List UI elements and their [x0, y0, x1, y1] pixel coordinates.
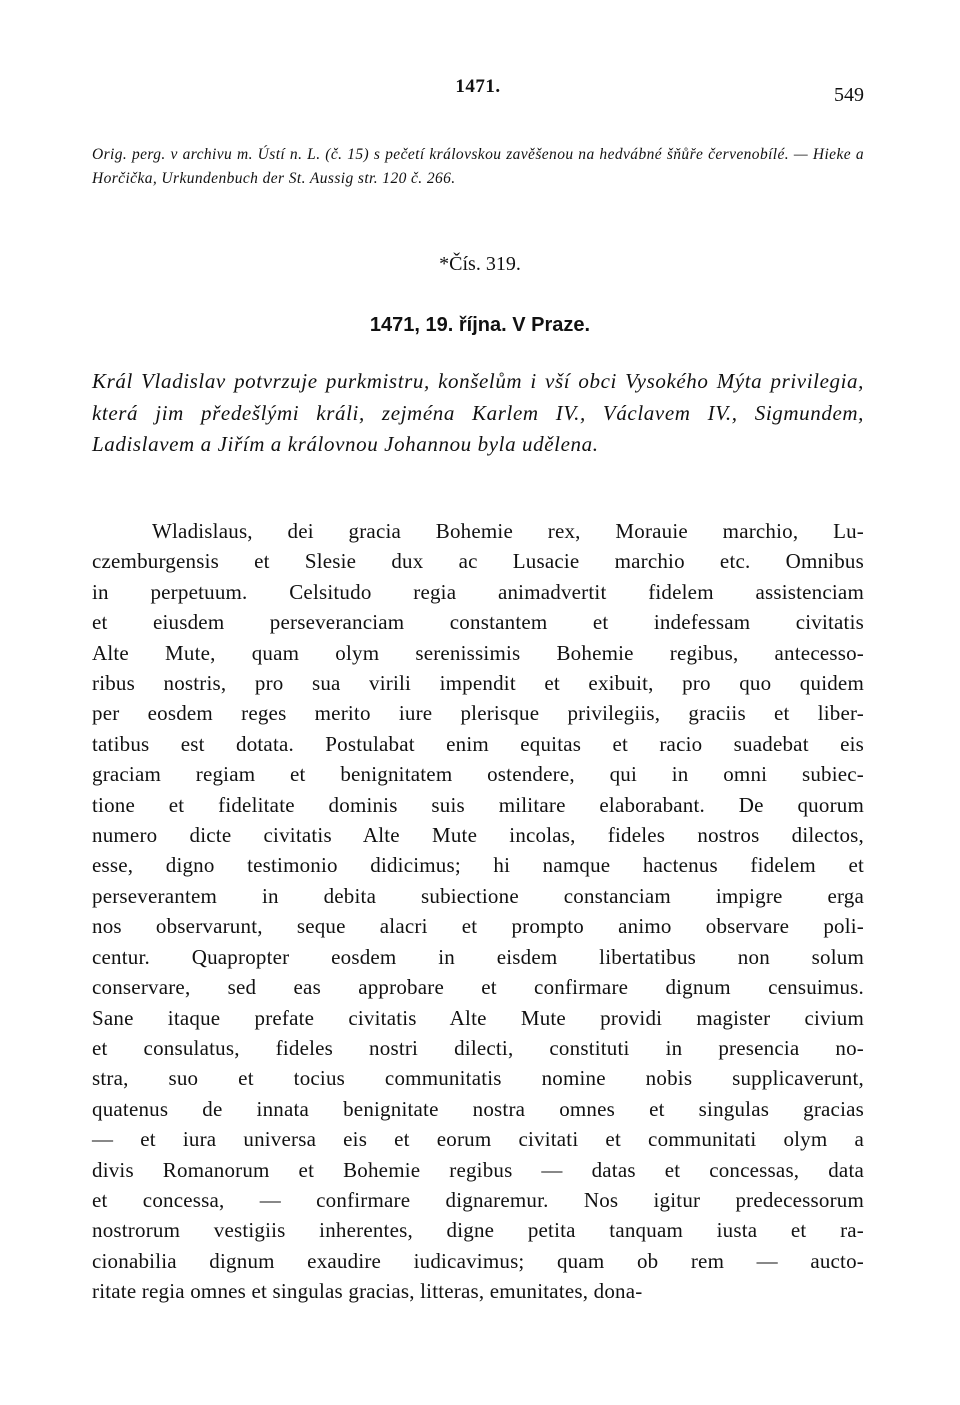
body-line: esse, digno testimonio didicimus; hi namque hactenus fidelem et — [92, 853, 864, 878]
body-line: perseverantem in debita subiectione constanciam impigre erga — [92, 883, 864, 908]
dateline: 1471, 19. října. V Praze. — [369, 314, 591, 336]
body-line: centur. Quapropter eosdem in eisdem libertatibus non solum — [92, 944, 864, 969]
body-line: et consulatus, fideles nostri dilecti, constituti in presencia no- — [92, 1035, 864, 1060]
regest-summary: Král Vladislav potvrzuje purkmistru, konšelům i vší obci Vysokého Mýta privilegia, která jim předešlými králi, zejména Karlem IV., Václavem IV., Sigmundem, Ladislavem a Jiřím a královnou Johannou byla udělena. — [92, 369, 864, 456]
body-line: Wladislaus, dei gracia Bohemie rex, Morauie marchio, Lu- — [152, 519, 864, 543]
body-line: cionabilia dignum exaudire iudicavimus; quam ob rem — aucto- — [92, 1248, 864, 1273]
body-line: conservare, sed eas approbare et confirmare dignum censuimus. — [92, 975, 864, 1000]
body-line: stra, suo et tocius communitatis nomine nobis supplicaverunt, — [92, 1066, 864, 1091]
body-line: divis Romanorum et Bohemie regibus — datas et concessas, data — [92, 1157, 864, 1182]
page-number: 549 — [834, 84, 864, 106]
body-line: nos observarunt, seque alacri et prompto animo observare poli- — [92, 914, 864, 939]
document-number: *Čís. 319. — [439, 253, 521, 275]
body-line: tatibus est dotata. Postulabat enim equitas et racio suadebat eis — [92, 731, 864, 756]
body-line: numero dicte civitatis Alte Mute incolas, fideles nostros dilectos, — [92, 823, 864, 848]
latin-body-text — [92, 516, 864, 1307]
body-line: quatenus de innata benignitate nostra omnes et singulas gracias — [92, 1096, 864, 1121]
body-line: graciam regiam et benignitatem ostendere, qui in omni subiec- — [92, 762, 864, 787]
running-head: 1471. — [455, 76, 501, 97]
body-line: et concessa, — confirmare dignaremur. Nos igitur predecessorum — [92, 1187, 864, 1212]
body-line: per eosdem reges merito iure plerisque privilegiis, graciis et liber- — [92, 701, 864, 726]
body-line: nostrorum vestigiis inherentes, digne petita tanquam iusta et ra- — [92, 1218, 864, 1243]
page-header — [92, 76, 864, 106]
body-line: tione et fidelitate dominis suis militare elaborabant. De quorum — [92, 792, 864, 817]
body-line: ritate regia omnes et singulas gracias, litteras, emunitates, dona- — [92, 1279, 643, 1304]
source-note: Orig. perg. v archivu m. Ústí n. L. (č. 15) s pečetí královskou zavěšenou na hedvábné šňůře červenobílé. — Hieke a Horčička, Urkundenbuch der St. Aussig str. 120 č. 266. — [92, 146, 864, 187]
body-line: Alte Mute, quam olym serenissimis Bohemie regibus, antecesso- — [92, 640, 864, 665]
body-line: — et iura universa eis et eorum civitati et communitati olym a — [92, 1127, 864, 1152]
body-line: in perpetuum. Celsitudo regia animadvertit fidelem assistenciam — [92, 579, 864, 604]
body-line: czemburgensis et Slesie dux ac Lusacie marchio etc. Omnibus — [92, 549, 864, 574]
body-line: et eiusdem perseveranciam constantem et indefessam civitatis — [92, 610, 864, 635]
body-line: ribus nostris, pro sua virili impendit et exibuit, pro quo quidem — [92, 671, 864, 696]
body-line: Sane itaque prefate civitatis Alte Mute providi magister civium — [92, 1005, 864, 1030]
